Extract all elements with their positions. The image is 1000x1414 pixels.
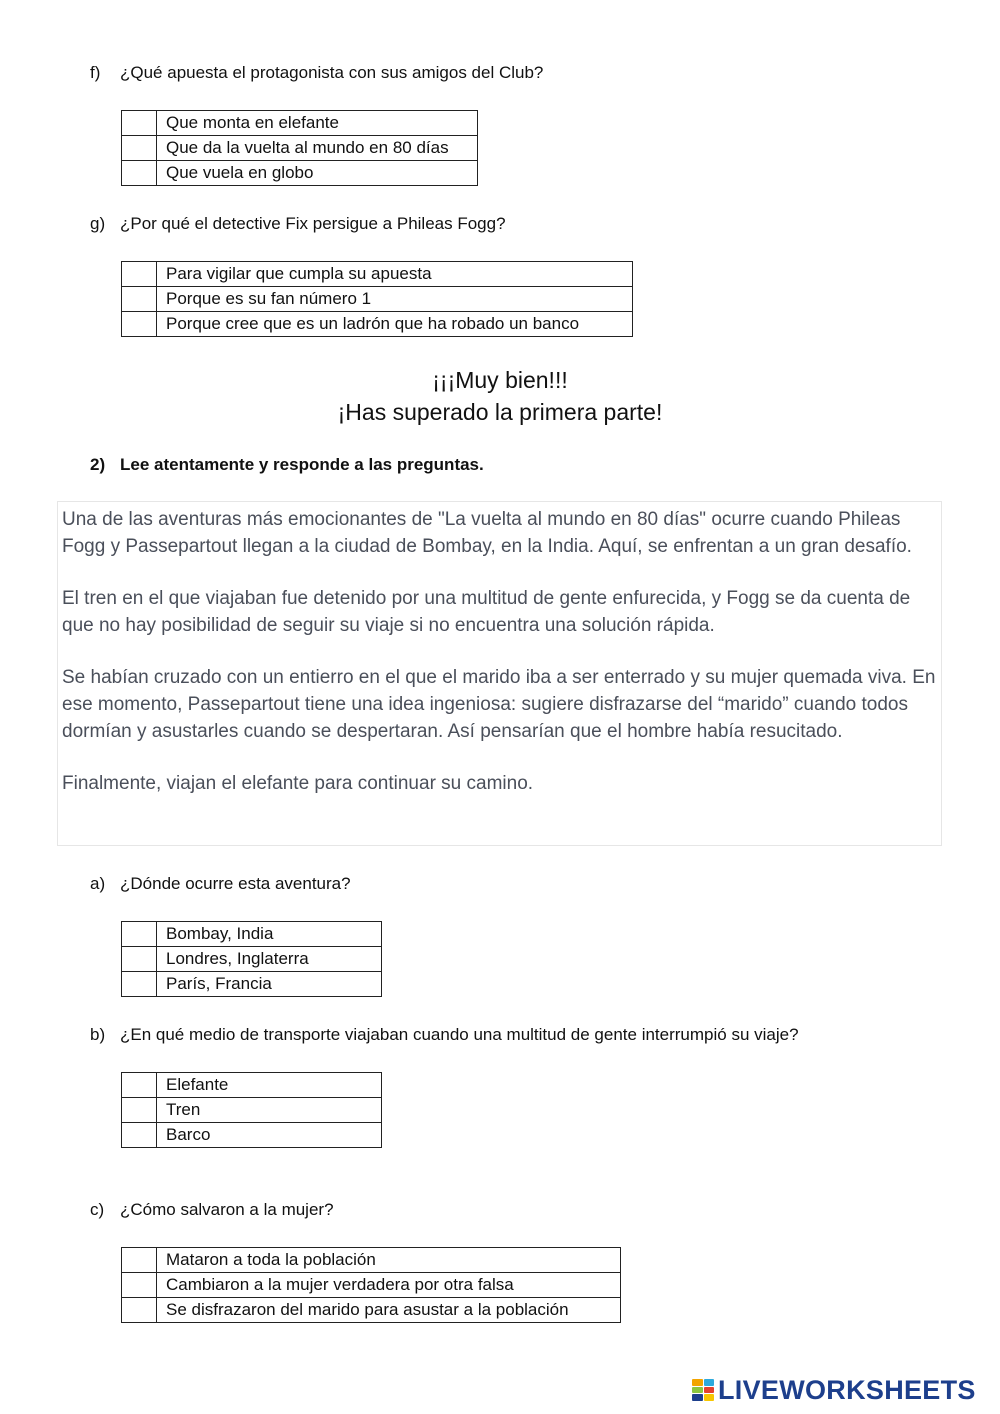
question-text: ¿Dónde ocurre esta aventura? [120, 874, 351, 893]
option-row [122, 161, 478, 186]
option-row [122, 1248, 621, 1273]
question-c [90, 1199, 334, 1221]
option-text: Bombay, India [157, 922, 382, 947]
logo-tile [692, 1387, 703, 1394]
options-table-f [121, 110, 478, 186]
logo-tile [692, 1379, 703, 1386]
answer-checkbox[interactable] [122, 1248, 157, 1273]
option-text: Porque cree que es un ladrón que ha robado un banco [157, 312, 633, 337]
answer-checkbox[interactable] [122, 1073, 157, 1098]
option-text: Que da la vuelta al mundo en 80 días [157, 136, 478, 161]
option-row [122, 262, 633, 287]
reading-paragraph: El tren en el que viajaban fue detenido por una multitud de gente enfurecida, y Fogg se da cuenta de que no hay posibilidad de seguir su viaje si no encuentra una solución rápida. [62, 588, 911, 636]
question-b [90, 1024, 799, 1046]
options-table-b [121, 1072, 382, 1148]
option-row [122, 1123, 382, 1148]
answer-checkbox[interactable] [122, 262, 157, 287]
option-text: Londres, Inglaterra [157, 947, 382, 972]
question-label: b) [90, 1025, 106, 1044]
question-f [90, 62, 543, 84]
reading-paragraph: Se habían cruzado con un entierro en el que el marido iba a ser enterrado y su mujer quemada viva. En ese momento, Passepartout tiene una idea ingeniosa: sugiere disfrazarse del “marido” cuando todos dormían y asustarles cuando se despertaran. Así pensarían que el hombre había resucitado. [62, 667, 936, 742]
section-heading [90, 455, 484, 475]
section-number: 2) [90, 455, 106, 474]
option-row [122, 312, 633, 337]
question-text: ¿Qué apuesta el protagonista con sus amigos del Club? [120, 63, 544, 82]
question-text: ¿Cómo salvaron a la mujer? [120, 1200, 334, 1219]
option-row [122, 972, 382, 997]
answer-checkbox[interactable] [122, 161, 157, 186]
option-row [122, 1273, 621, 1298]
question-a [90, 873, 351, 895]
reading-passage [57, 501, 942, 846]
option-text: Cambiaron a la mujer verdadera por otra falsa [157, 1273, 621, 1298]
logo-tile [704, 1387, 715, 1394]
option-row [122, 1073, 382, 1098]
answer-checkbox[interactable] [122, 111, 157, 136]
option-text: Barco [157, 1123, 382, 1148]
congrats-line-2: ¡Has superado la primera parte! [337, 399, 663, 425]
options-table-c [121, 1247, 621, 1323]
answer-checkbox[interactable] [122, 287, 157, 312]
question-text: ¿En qué medio de transporte viajaban cuando una multitud de gente interrumpió su viaje? [120, 1025, 799, 1044]
option-row [122, 922, 382, 947]
option-text: Que vuela en globo [157, 161, 478, 186]
question-label: c) [90, 1200, 105, 1219]
answer-checkbox[interactable] [122, 947, 157, 972]
option-text: Se disfrazaron del marido para asustar a la población [157, 1298, 621, 1323]
option-text: París, Francia [157, 972, 382, 997]
reading-paragraph: Finalmente, viajan el elefante para continuar su camino. [62, 773, 534, 794]
option-text: Que monta en elefante [157, 111, 478, 136]
reading-paragraph: Una de las aventuras más emocionantes de "La vuelta al mundo en 80 días" ocurre cuando Phileas Fogg y Passepartout llegan a la ciudad de Bombay, en la India. Aquí, se enfrentan a un gran desafío. [62, 509, 912, 557]
option-text: Para vigilar que cumpla su apuesta [157, 262, 633, 287]
question-g [90, 213, 506, 235]
logo-icon [692, 1379, 714, 1401]
answer-checkbox[interactable] [122, 1098, 157, 1123]
question-label: f) [90, 63, 101, 82]
answer-checkbox[interactable] [122, 1123, 157, 1148]
option-text: Mataron a toda la población [157, 1248, 621, 1273]
option-row [122, 947, 382, 972]
question-label: a) [90, 874, 106, 893]
option-text: Elefante [157, 1073, 382, 1098]
logo-wordmark: LIVEWORKSHEETS [718, 1374, 976, 1405]
option-row [122, 111, 478, 136]
logo-tile [704, 1394, 715, 1401]
question-text: ¿Por qué el detective Fix persigue a Phileas Fogg? [120, 214, 506, 233]
question-label: g) [90, 214, 106, 233]
option-row [122, 1298, 621, 1323]
logo-tile [704, 1379, 715, 1386]
option-text: Porque es su fan número 1 [157, 287, 633, 312]
answer-checkbox[interactable] [122, 312, 157, 337]
answer-checkbox[interactable] [122, 1273, 157, 1298]
liveworksheets-logo [692, 1375, 976, 1405]
answer-checkbox[interactable] [122, 136, 157, 161]
answer-checkbox[interactable] [122, 972, 157, 997]
answer-checkbox[interactable] [122, 922, 157, 947]
section-title: Lee atentamente y responde a las preguntas. [120, 455, 484, 474]
congrats-line-1: ¡¡¡Muy bien!!! [432, 367, 568, 393]
answer-checkbox[interactable] [122, 1298, 157, 1323]
options-table-g [121, 261, 633, 337]
option-text: Tren [157, 1098, 382, 1123]
logo-tile [692, 1394, 703, 1401]
option-row [122, 287, 633, 312]
option-row [122, 136, 478, 161]
options-table-a [121, 921, 382, 997]
option-row [122, 1098, 382, 1123]
